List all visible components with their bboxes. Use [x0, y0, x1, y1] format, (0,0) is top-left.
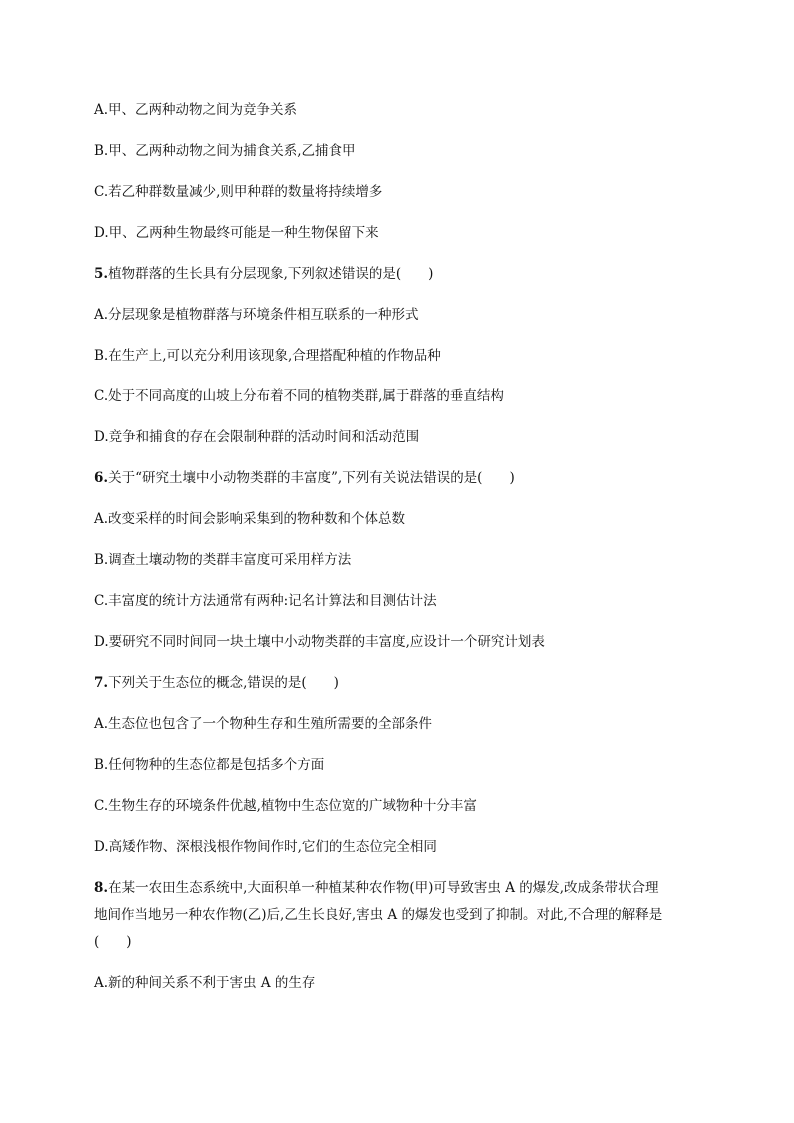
- q4-option-a: A.甲、乙两种动物之间为竞争关系: [94, 102, 298, 118]
- q7-option-a: A.生态位也包含了一个物种生存和生殖所需要的全部条件: [94, 716, 433, 732]
- question-8-stem-line-2: 地间作当地另一种农作物(乙)后,乙生长良好,害虫 A 的爆发也受到了抑制。对此,不合理的解释是: [94, 907, 663, 923]
- q7-option-d: D.高矮作物、深根浅根作物间作时,它们的生态位完全相同: [94, 839, 437, 855]
- q6-option-c: C.丰富度的统计方法通常有两种:记名计算法和目测估计法: [94, 593, 437, 609]
- q8-option-a: A.新的种间关系不利于害虫 A 的生存: [94, 975, 316, 991]
- q4-option-c: C.若乙种群数量减少,则甲种群的数量将持续增多: [94, 184, 383, 200]
- question-6-text: 关于“研究土壤中小动物类群的丰富度”,下列有关说法错误的是( ): [108, 470, 515, 486]
- question-5-number: 5.: [94, 266, 109, 282]
- question-7-stem: [94, 673, 339, 693]
- q6-option-b: B.调查土壤动物的类群丰富度可采用样方法: [94, 552, 352, 568]
- q7-option-c: C.生物生存的环境条件优越,植物中生态位宽的广域物种十分丰富: [94, 798, 477, 814]
- question-6-stem: [94, 468, 515, 488]
- q6-option-d: D.要研究不同时间同一块土壤中小动物类群的丰富度,应设计一个研究计划表: [94, 634, 545, 650]
- q5-option-a: A.分层现象是植物群落与环境条件相互联系的一种形式: [94, 307, 419, 323]
- question-5-stem: [94, 264, 433, 284]
- q5-option-b: B.在生产上,可以充分利用该现象,合理搭配种植的作物品种: [94, 348, 441, 364]
- question-5-text: 植物群落的生长具有分层现象,下列叙述错误的是( ): [108, 266, 434, 282]
- question-8-text-1: 在某一农田生态系统中,大面积单一种植某种农作物(甲)可导致害虫 A 的爆发,改成条带状合理: [108, 880, 659, 896]
- q6-option-a: A.改变采样的时间会影响采集到的物种数和个体总数: [94, 511, 406, 527]
- question-8-number: 8.: [94, 880, 109, 896]
- question-7-text: 下列关于生态位的概念,错误的是( ): [108, 675, 339, 691]
- q4-option-b: B.甲、乙两种动物之间为捕食关系,乙捕食甲: [94, 143, 356, 159]
- q5-option-c: C.处于不同高度的山坡上分布着不同的植物类群,属于群落的垂直结构: [94, 388, 504, 404]
- q5-option-d: D.竞争和捕食的存在会限制种群的活动时间和活动范围: [94, 429, 420, 445]
- question-7-number: 7.: [94, 675, 109, 691]
- question-6-number: 6.: [94, 470, 109, 486]
- question-8-stem-line-3: ( ): [94, 934, 132, 950]
- question-8-stem-line-1: [94, 878, 659, 898]
- q7-option-b: B.任何物种的生态位都是包括多个方面: [94, 757, 325, 773]
- q4-option-d: D.甲、乙两种生物最终可能是一种生物保留下来: [94, 225, 379, 241]
